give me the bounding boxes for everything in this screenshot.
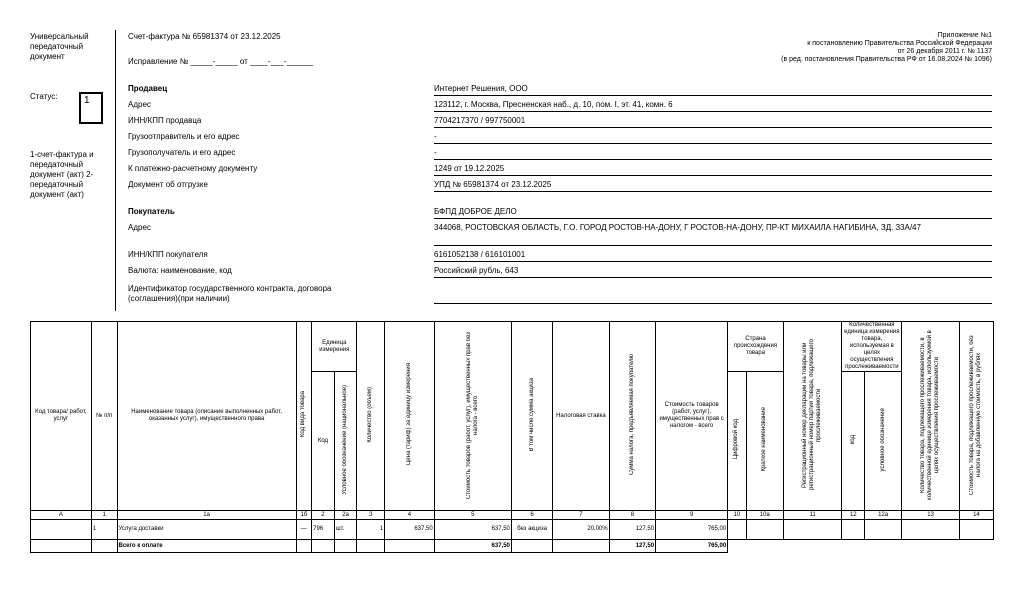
total-empty xyxy=(357,540,385,553)
hdr-tax-rate: Налоговая ставка xyxy=(553,322,610,511)
total-empty xyxy=(296,540,311,553)
hdr-tax-sum: Сумма налога, предъявляемая покупателю xyxy=(609,322,655,511)
row-cost-with-tax: 765,00 xyxy=(656,520,728,540)
row-customs xyxy=(783,520,842,540)
seller-address-label: Адрес xyxy=(128,100,151,109)
seller-label: Продавец xyxy=(128,84,168,93)
col-num: 9 xyxy=(656,511,728,520)
seller-value: Интернет Решения, ООО xyxy=(434,84,528,93)
appendix-line3: от 26 декабря 2011 г. № 1137 xyxy=(897,48,992,55)
row-trace-sym xyxy=(865,520,902,540)
col-num: 10 xyxy=(728,511,747,520)
seller-inn-label: ИНН/КПП продавца xyxy=(128,116,202,125)
buyer-value: БФПД ДОБРОЕ ДЕЛО xyxy=(434,207,517,216)
gov-id-label: Идентификатор государственного контракта, договора (соглашения)(при наличии) xyxy=(128,284,332,303)
hdr-unit-code: Код xyxy=(312,372,335,511)
hdr-qty: Количество (объем) xyxy=(357,322,385,511)
currency-underline xyxy=(434,277,992,278)
hdr-kind-code: Код вида товара xyxy=(296,322,311,511)
appendix-line2: к постановлению Правительства Российской Федерации xyxy=(807,40,992,47)
hdr-trace-unit: Количественная единица измерения товара, используемая в целях осуществления прослеживаемости xyxy=(842,322,902,372)
status-box: 1 xyxy=(79,92,103,124)
hdr-trace-sym: условное обозначение xyxy=(865,372,902,511)
row-country-name xyxy=(746,520,783,540)
seller-address-underline xyxy=(434,111,992,112)
buyer-address-value: 344068, РОСТОВСКАЯ ОБЛАСТЬ, Г.О. ГОРОД РОСТОВ-НА-ДОНУ, Г РОСТОВ-НА-ДОНУ, ПР-КТ МИХАИЛА НАГИБИНА, ЗД. 33А/47 xyxy=(434,223,921,232)
col-num: 2 xyxy=(312,511,335,520)
seller-inn-value: 7704217370 / 997750001 xyxy=(434,116,526,125)
total-empty xyxy=(783,540,842,553)
row-tax-rate: 20.00% xyxy=(553,520,610,540)
payment-doc-label: К платежно-расчетному документу xyxy=(128,164,258,173)
row-kind-code: — xyxy=(296,520,311,540)
row-num: 1 xyxy=(91,520,117,540)
buyer-label: Покупатель xyxy=(128,207,175,216)
total-row xyxy=(31,540,994,553)
shipper-label: Грузоотправитель и его адрес xyxy=(128,132,240,141)
invoice-title: Счет-фактура № 65981374 от 23.12.2025 xyxy=(128,32,281,41)
column-numbers-row xyxy=(31,511,994,520)
row-price: 637,50 xyxy=(385,520,434,540)
appendix-line1: Приложение №1 xyxy=(937,32,992,39)
total-empty xyxy=(91,540,117,553)
total-empty xyxy=(385,540,434,553)
row-trace-code xyxy=(842,520,865,540)
hdr-code: Код товара/ работ, услуг xyxy=(31,322,92,511)
col-num: 8 xyxy=(609,511,655,520)
col-num: 6 xyxy=(511,511,552,520)
hdr-country-code: Цифровой код xyxy=(728,372,747,511)
currency-value: Российский рубль, 643 xyxy=(434,266,519,275)
row-unit-sym: шт. xyxy=(334,520,357,540)
document-type-label: Универсальный передаточный документ xyxy=(30,32,89,61)
buyer-underline xyxy=(434,218,992,219)
col-num: 11 xyxy=(783,511,842,520)
consignee-value: - xyxy=(434,148,437,157)
col-num: 2а xyxy=(334,511,357,520)
total-tax-sum: 127,50 xyxy=(609,540,655,553)
row-country-code xyxy=(728,520,747,540)
hdr-country: Страна происхождения товара xyxy=(728,322,784,372)
total-empty xyxy=(728,540,747,553)
hdr-excise: В том числе сумма акциза xyxy=(511,322,552,511)
status-note: 1-счет-фактура и передаточный документ (акт) 2-передаточный документ (акт) xyxy=(30,150,94,199)
total-empty xyxy=(334,540,357,553)
buyer-inn-label: ИНН/КПП покупателя xyxy=(128,250,208,259)
col-num: 1 xyxy=(91,511,117,520)
appendix-line4: (в ред. постановления Правительства РФ от 16.08.2024 № 1096) xyxy=(781,56,992,63)
consignee-underline xyxy=(434,159,992,160)
total-empty xyxy=(31,540,92,553)
col-num: 13 xyxy=(902,511,960,520)
buyer-address-underline xyxy=(434,245,992,246)
row-trace-qty xyxy=(902,520,960,540)
hdr-trace-code: код xyxy=(842,372,865,511)
goods-table xyxy=(30,321,994,553)
appendix-note xyxy=(592,32,992,64)
total-cost-with-tax: 765,00 xyxy=(656,540,728,553)
hdr-cost-with-tax: Стоимость товаров (работ, услуг), имущественных прав с налогом - всего xyxy=(656,322,728,511)
col-num: 14 xyxy=(959,511,993,520)
col-num: 5 xyxy=(434,511,511,520)
correction-line: Исправление № _____-_____ от ____-___-______ xyxy=(128,57,314,66)
status-label: Статус: xyxy=(30,92,58,101)
hdr-price: Цена (тариф) за единицу измерения xyxy=(385,322,434,511)
seller-underline xyxy=(434,95,992,96)
col-num: 12а xyxy=(865,511,902,520)
hdr-name: Наименование товара (описание выполненных работ, оказанных услуг), имущественного права xyxy=(117,322,296,511)
col-num: 1б xyxy=(296,511,311,520)
total-cost-no-tax: 637,50 xyxy=(434,540,511,553)
total-empty xyxy=(959,540,993,553)
currency-label: Валюта: наименование, код xyxy=(128,266,232,275)
shipment-doc-underline xyxy=(434,191,992,192)
hdr-trace-cost: Стоимость товара, подлежащего прослеживаемости, без налога на добавленную стоимость, в рублях xyxy=(959,322,993,511)
hdr-country-name: Краткое наименование xyxy=(746,372,783,511)
total-empty xyxy=(746,540,783,553)
payment-doc-value: 1249 от 19.12.2025 xyxy=(434,164,505,173)
row-qty: 1 xyxy=(357,520,385,540)
shipment-doc-label: Документ об отгрузке xyxy=(128,180,208,189)
consignee-label: Грузополучатель и его адрес xyxy=(128,148,236,157)
row-excise: без акциза xyxy=(511,520,552,540)
row-name: Услуга доставки xyxy=(117,520,296,540)
gov-id-underline xyxy=(434,303,992,304)
hdr-customs: Регистрационный номер декларации на товары или регистрационный номер партии товара, подлежащего прослеживаемости xyxy=(783,322,842,511)
payment-doc-underline xyxy=(434,175,992,176)
seller-inn-underline xyxy=(434,127,992,128)
buyer-inn-value: 6161052138 / 616101001 xyxy=(434,250,526,259)
header-separator xyxy=(115,30,116,311)
total-empty xyxy=(312,540,335,553)
col-num: 1а xyxy=(117,511,296,520)
shipment-doc-value: УПД № 65981374 от 23.12.2025 xyxy=(434,180,552,189)
total-empty xyxy=(842,540,865,553)
row-trace-cost xyxy=(959,520,993,540)
hdr-unit: Единица измерения xyxy=(312,322,357,372)
row-code xyxy=(31,520,92,540)
hdr-trace-qty: Количество товара, подлежащего прослеживаемости, в количественной единице измерения товара, используемой в целях осуществления прослеживаемости xyxy=(902,322,960,511)
seller-address-value: 123112, г. Москва, Пресненская наб., д. 10, пом. I, эт. 41, комн. 6 xyxy=(434,100,673,109)
shipper-underline xyxy=(434,143,992,144)
row-cost-no-tax: 637,50 xyxy=(434,520,511,540)
total-empty xyxy=(511,540,552,553)
hdr-num: № п/п xyxy=(91,322,117,511)
total-label: Всего к оплате xyxy=(117,540,296,553)
hdr-cost-no-tax: Стоимость товаров (работ, услуг), имущественных прав без налога - всего xyxy=(434,322,511,511)
col-num: 10а xyxy=(746,511,783,520)
buyer-inn-underline xyxy=(434,261,992,262)
table-row xyxy=(31,520,994,540)
total-empty xyxy=(553,540,610,553)
buyer-address-label: Адрес xyxy=(128,223,151,232)
row-tax-sum: 127,50 xyxy=(609,520,655,540)
col-num: 7 xyxy=(553,511,610,520)
col-num: А xyxy=(31,511,92,520)
shipper-value: - xyxy=(434,132,437,141)
col-num: 12 xyxy=(842,511,865,520)
total-empty xyxy=(902,540,960,553)
total-empty xyxy=(865,540,902,553)
col-num: 3 xyxy=(357,511,385,520)
hdr-unit-sym: Условное обозначение (национальное) xyxy=(334,372,357,511)
col-num: 4 xyxy=(385,511,434,520)
row-unit-code: 796 xyxy=(312,520,335,540)
